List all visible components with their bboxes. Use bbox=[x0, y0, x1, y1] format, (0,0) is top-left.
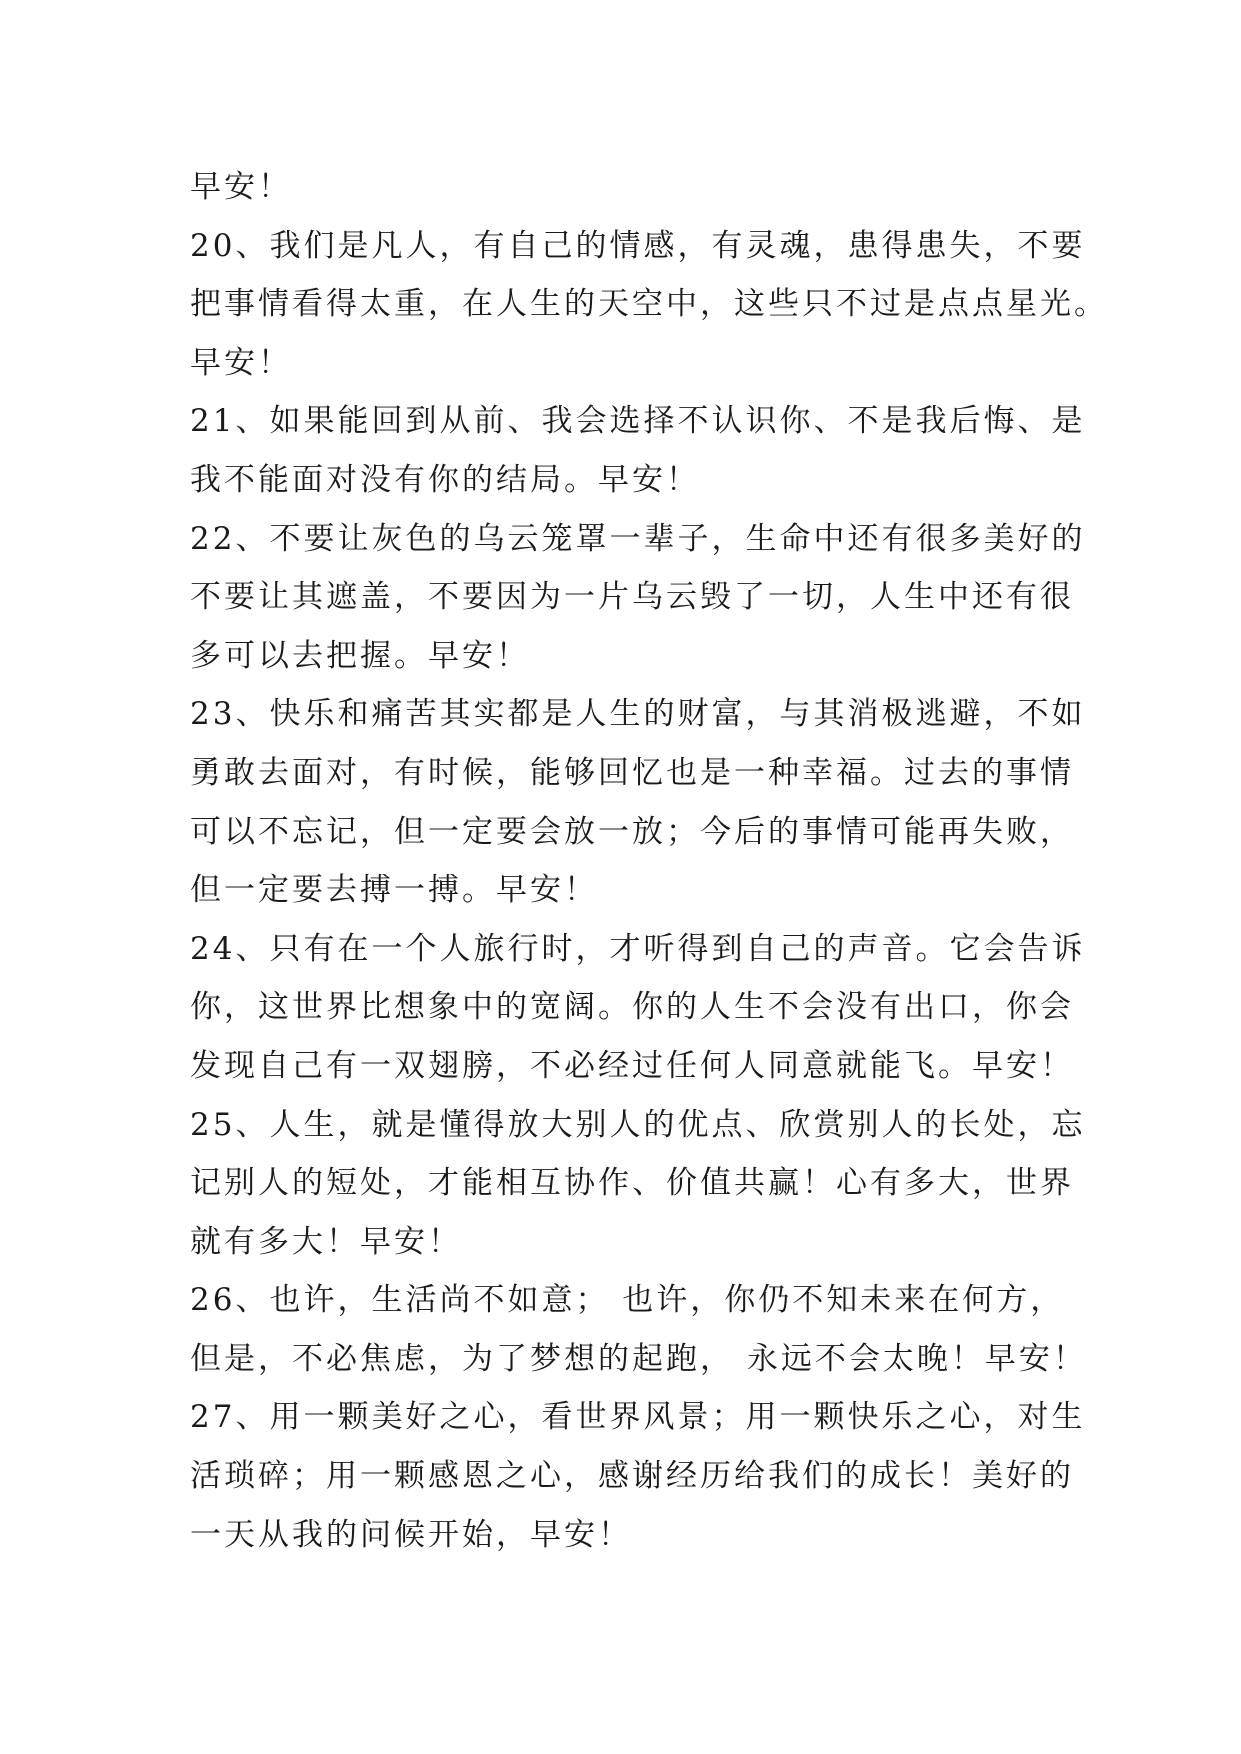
text-line: 多可以去把握。早安！ bbox=[190, 637, 530, 674]
text-line: 但一定要去搏一搏。早安！ bbox=[190, 872, 598, 909]
text-line: 27、用一颗美好之心，看世界风景；用一颗快乐之心，对生 bbox=[190, 1399, 1086, 1436]
text-line: 26、也许，生活尚不如意； 也许，你仍不知未来在何方， bbox=[190, 1282, 1065, 1319]
text-line: 记别人的短处，才能相互协作、价值共赢！心有多大，世界 bbox=[190, 1165, 1074, 1202]
text-line: 但是，不必焦虑，为了梦想的起跑， 永远不会太晚！早安！ bbox=[190, 1340, 1087, 1377]
text-line: 把事情看得太重，在人生的天空中，这些只不过是点点星光。 bbox=[190, 286, 1108, 323]
text-line: 早安！ bbox=[190, 344, 292, 381]
text-line: 就有多大！早安！ bbox=[190, 1223, 462, 1260]
body-text bbox=[190, 158, 1108, 1564]
text-line: 发现自己有一双翅膀，不必经过任何人同意就能飞。早安！ bbox=[190, 1047, 1074, 1084]
text-line: 早安！ bbox=[190, 169, 292, 205]
text-line: 活琐碎；用一颗感恩之心，感谢经历给我们的成长！美好的 bbox=[190, 1458, 1074, 1495]
text-line: 你，这世界比想象中的宽阔。你的人生不会没有出口，你会 bbox=[190, 989, 1074, 1026]
text-line: 勇敢去面对，有时候，能够回忆也是一种幸福。过去的事情 bbox=[190, 754, 1074, 791]
text-line: 24、只有在一个人旅行时，才听得到自己的声音。它会告诉 bbox=[190, 930, 1086, 967]
text-line: 20、我们是凡人，有自己的情感，有灵魂，患得患失，不要 bbox=[190, 227, 1086, 264]
text-line: 22、不要让灰色的乌云笼罩一辈子，生命中还有很多美好的 bbox=[190, 520, 1086, 557]
text-line: 我不能面对没有你的结局。早安！ bbox=[190, 461, 700, 498]
text-line: 可以不忘记，但一定要会放一放；今后的事情可能再失败， bbox=[190, 813, 1074, 850]
text-line: 21、如果能回到从前、我会选择不认识你、不是我后悔、是 bbox=[190, 403, 1086, 440]
text-line: 23、快乐和痛苦其实都是人生的财富，与其消极逃避，不如 bbox=[190, 696, 1086, 733]
text-line: 一天从我的问候开始，早安！ bbox=[190, 1516, 632, 1553]
text-line: 不要让其遮盖，不要因为一片乌云毁了一切，人生中还有很 bbox=[190, 579, 1074, 616]
text-line: 25、人生，就是懂得放大别人的优点、欣赏别人的长处，忘 bbox=[190, 1106, 1086, 1143]
